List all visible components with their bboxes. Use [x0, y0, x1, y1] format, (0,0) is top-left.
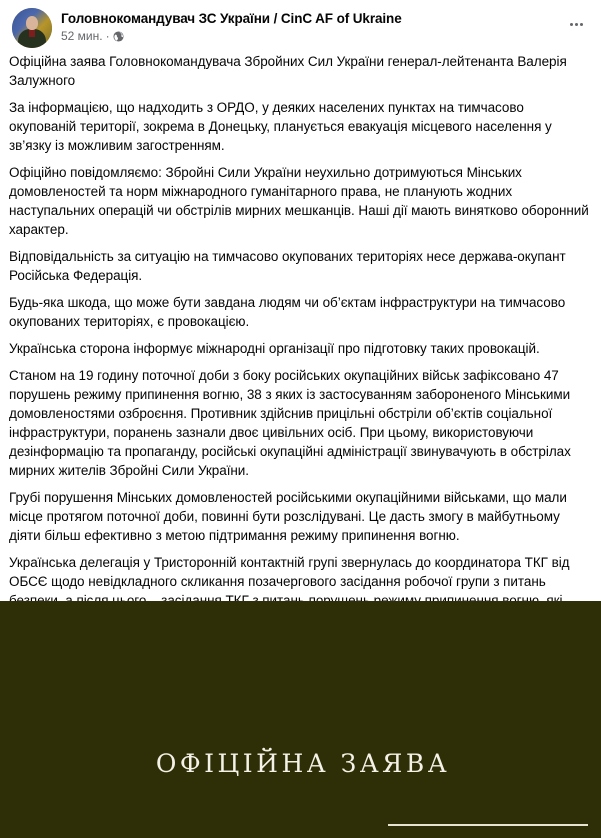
- author-name[interactable]: Головнокомандувач ЗС України / CinC AF of Ukraine: [61, 11, 402, 26]
- post-paragraph: Офіційна заява Головнокомандувача Збройних Сил України генерал-лейтенанта Валерія Залужного: [9, 54, 567, 88]
- more-options-icon-dot: [580, 23, 583, 26]
- post-paragraph: Будь-яка шкода, що може бути завдана людям чи об’єктам інфраструктури на тимчасово окупованих територіях, є провокацією.: [9, 295, 566, 329]
- more-options-button[interactable]: [563, 12, 589, 36]
- meta-separator: ·: [105, 29, 110, 43]
- post-paragraph: Станом на 19 годину поточної доби з боку російських окупаційних військ зафіксовано 47 порушень режиму припинення вогню, 38 з яких із застосуванням забороненого Мінськими домовленостями озброєння. Противник здійснив прицільні обстріли об’єктів соціальної інфраструктури, поранень зазнали двоє цивільних осіб. При цьому, використовуючи дезінформацію та пропаганду, російські окупаційні адміністрації звинувачують в обстрілах мирних жителів Збройні Сили України.: [9, 368, 571, 478]
- more-options-icon-dot: [575, 23, 578, 26]
- image-title: ОФІЦІЙНА ЗАЯВА: [155, 749, 451, 778]
- post-meta: [61, 29, 124, 43]
- author-avatar[interactable]: [12, 8, 52, 48]
- post-paragraph: Українська сторона інформує міжнародні організації про підготовку таких провокацій.: [9, 341, 540, 356]
- avatar-face: [26, 16, 38, 30]
- post-paragraph: Грубі порушення Мінських домовленостей російськими окупаційними військами, що мали місце протягом поточної доби, повинні бути розслідувані. Це дасть змогу в майбутньому діяти більш ефективно з метою підтримання режиму припинення вогню.: [9, 490, 567, 543]
- post-paragraph: Відповідальність за ситуацію на тимчасово окупованих територіях несе держава-окупант Російська Федерація.: [9, 249, 566, 283]
- post-image[interactable]: [0, 601, 601, 838]
- post-timestamp[interactable]: 52 мин.: [61, 29, 103, 43]
- post-header: [0, 0, 601, 48]
- post-paragraph: За інформацією, що надходить з ОРДО, у деяких населених пунктах на тимчасово окупованій території, зокрема в Донецьку, планується евакуація місцевого населення у зв’язку із можливим загостренням.: [9, 100, 552, 153]
- more-options-icon: [570, 23, 573, 26]
- avatar-collar: [29, 29, 35, 37]
- post-paragraph: Офіційно повідомляємо: Збройні Сили України неухильно дотримуються Мінських домовленостей та норм міжнародного гуманітарного права, не планують жодних наступальних операцій чи обстрілів мирних мешканців. Наші дії мають винятково оборонний характер.: [9, 165, 589, 237]
- globe-icon[interactable]: [113, 31, 124, 42]
- post-paragraph: Українська делегація у Тристоронній контактній групі звернулась до координатора ТКГ від ОБСЄ щодо невідкладного скликання позачергового засідання робочої групи з питань: [9, 555, 570, 589]
- image-divider-line: [388, 824, 588, 826]
- post-text: [9, 52, 589, 637]
